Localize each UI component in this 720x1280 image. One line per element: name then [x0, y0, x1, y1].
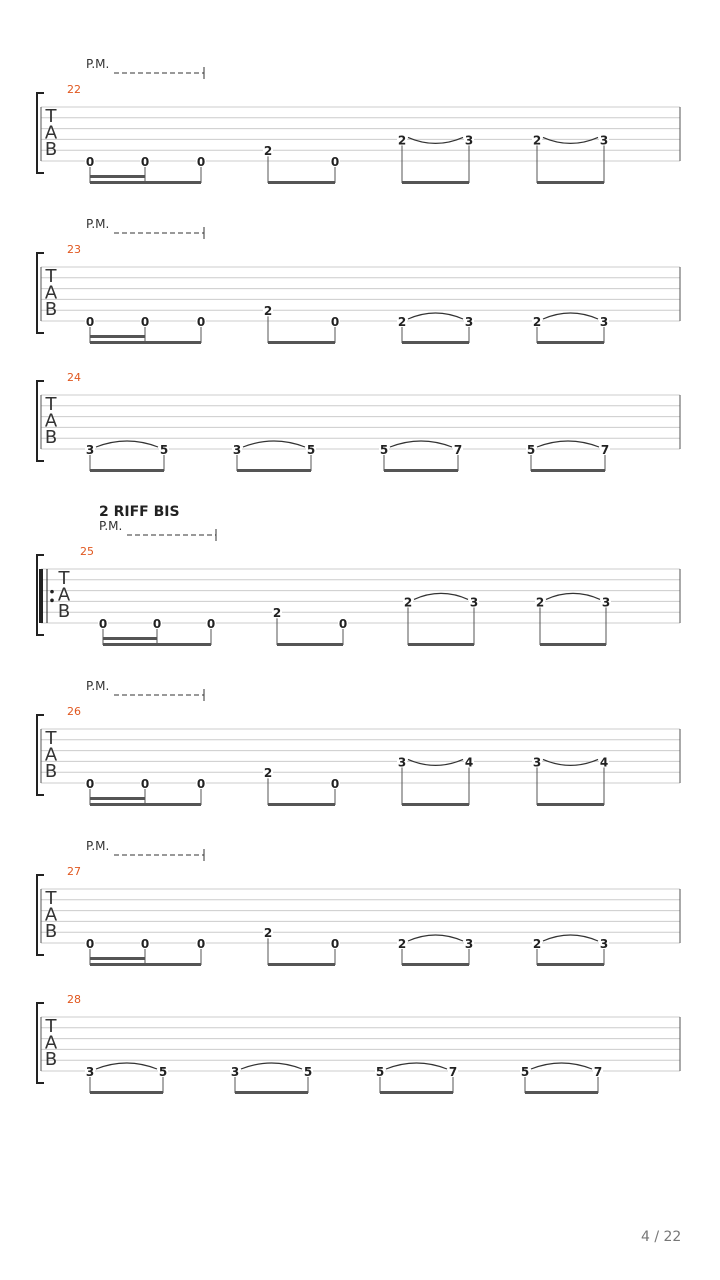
fret-number: 5 — [306, 443, 316, 457]
beam — [90, 469, 164, 472]
beam — [537, 181, 604, 184]
tab-clef-letter: T — [58, 568, 70, 589]
fret-number: 2 — [263, 144, 273, 159]
fret-number: 2 — [263, 926, 273, 941]
slur — [96, 1063, 157, 1069]
fret-number: 0 — [152, 617, 162, 631]
fret-number: 0 — [98, 617, 108, 631]
fret-number: 5 — [526, 443, 536, 457]
measure-number: 28 — [67, 993, 81, 1006]
fret-number: 3 — [464, 937, 474, 951]
slur — [408, 759, 463, 765]
beam — [531, 469, 605, 472]
slur — [408, 935, 463, 941]
tab-clef-letter: T — [45, 728, 57, 749]
beam-secondary — [90, 335, 145, 338]
beam — [268, 803, 335, 806]
fret-number: 5 — [520, 1065, 530, 1079]
beam — [402, 803, 469, 806]
fret-number: 0 — [85, 937, 95, 951]
fret-number: 0 — [330, 777, 340, 791]
fret-number: 0 — [196, 315, 206, 329]
fret-number: 3 — [469, 595, 479, 610]
tab-clef-letter: A — [44, 744, 58, 766]
fret-number: 3 — [464, 133, 474, 148]
fret-number: 0 — [196, 777, 206, 791]
fret-number: 0 — [330, 155, 340, 169]
tab-clef-letter: B — [44, 139, 58, 160]
fret-number: 5 — [379, 443, 389, 457]
slur — [243, 441, 305, 447]
fret-number: 3 — [599, 315, 609, 329]
tab-clef-letter: B — [57, 601, 71, 622]
fret-number: 5 — [303, 1065, 313, 1079]
fret-number: 2 — [397, 315, 407, 329]
fret-number: 5 — [158, 1065, 168, 1079]
page-number: 4 / 22 — [641, 1229, 682, 1245]
fret-number: 3 — [464, 315, 474, 329]
palm-mute-label: P.M. — [86, 57, 110, 71]
fret-number: 3 — [397, 755, 407, 770]
beam — [402, 181, 469, 184]
slur — [546, 593, 600, 599]
fret-number: 0 — [206, 617, 216, 631]
beam-secondary — [103, 637, 157, 640]
slur — [386, 1063, 447, 1069]
tab-clef-letter: A — [44, 1032, 58, 1054]
slur — [408, 313, 463, 319]
beam — [268, 963, 335, 966]
slur — [543, 313, 598, 319]
slur — [543, 935, 598, 941]
beam — [402, 341, 469, 344]
fret-number: 0 — [140, 777, 150, 791]
fret-number: 0 — [140, 155, 150, 169]
beam-secondary — [90, 797, 145, 800]
beam — [540, 643, 606, 646]
fret-number: 2 — [403, 595, 413, 610]
beam — [525, 1091, 598, 1094]
beam — [408, 643, 474, 646]
fret-number: 4 — [599, 755, 609, 770]
fret-number: 4 — [464, 755, 474, 770]
slur — [96, 441, 158, 447]
fret-number: 2 — [397, 937, 407, 951]
beam — [402, 963, 469, 966]
fret-number: 5 — [375, 1065, 385, 1079]
slur — [241, 1063, 302, 1069]
tab-clef-letter: T — [45, 106, 57, 127]
fret-number: 2 — [272, 606, 282, 621]
measure-number: 26 — [67, 705, 81, 718]
fret-number: 7 — [593, 1065, 603, 1079]
repeat-thick-bar — [39, 569, 43, 623]
fret-number: 2 — [532, 315, 542, 329]
tab-clef-letter: A — [57, 584, 71, 606]
fret-number: 0 — [140, 315, 150, 329]
fret-number: 0 — [330, 315, 340, 329]
tab-clef-letter: T — [45, 1016, 57, 1037]
slur — [390, 441, 452, 447]
fret-number: 3 — [85, 1065, 95, 1079]
fret-number: 0 — [330, 937, 340, 951]
tab-clef-letter: A — [44, 282, 58, 304]
slur — [543, 137, 598, 143]
beam — [268, 181, 335, 184]
tab-clef-letter: B — [44, 761, 58, 782]
fret-number: 7 — [448, 1065, 458, 1079]
fret-number: 2 — [535, 595, 545, 610]
beam — [277, 643, 343, 646]
fret-number: 3 — [232, 443, 242, 457]
fret-number: 3 — [532, 755, 542, 770]
beam — [537, 803, 604, 806]
fret-number: 0 — [196, 937, 206, 951]
slur — [408, 137, 463, 143]
tab-clef-letter: B — [44, 1049, 58, 1070]
palm-mute-label: P.M. — [86, 217, 110, 231]
measure-number: 27 — [67, 865, 81, 878]
beam — [537, 341, 604, 344]
beam — [384, 469, 458, 472]
tab-clef-letter: T — [45, 888, 57, 909]
fret-number: 3 — [599, 937, 609, 951]
tab-clef-letter: A — [44, 904, 58, 926]
fret-number: 3 — [599, 133, 609, 148]
beam — [537, 963, 604, 966]
repeat-dot — [50, 599, 54, 603]
tab-clef-letter: T — [45, 394, 57, 415]
measure-number: 23 — [67, 243, 81, 256]
beam — [235, 1091, 308, 1094]
slur — [414, 593, 468, 599]
palm-mute-label: P.M. — [86, 679, 110, 693]
fret-number: 0 — [338, 617, 348, 631]
fret-number: 0 — [85, 315, 95, 329]
measure-number: 22 — [67, 83, 81, 96]
slur — [543, 759, 598, 765]
beam — [380, 1091, 453, 1094]
fret-number: 2 — [263, 304, 273, 319]
fret-number: 0 — [196, 155, 206, 169]
fret-number: 3 — [85, 443, 95, 457]
tab-clef-letter: B — [44, 299, 58, 320]
fret-number: 3 — [601, 595, 611, 610]
beam — [237, 469, 311, 472]
tab-clef-letter: B — [44, 921, 58, 942]
fret-number: 0 — [85, 155, 95, 169]
fret-number: 0 — [85, 777, 95, 791]
tab-clef-letter: T — [45, 266, 57, 287]
slur — [537, 441, 599, 447]
measure-number: 25 — [80, 545, 94, 558]
fret-number: 7 — [600, 443, 610, 457]
slur — [531, 1063, 592, 1069]
repeat-dot — [50, 590, 54, 594]
palm-mute-label: P.M. — [86, 839, 110, 853]
beam-secondary — [90, 957, 145, 960]
measure-number: 24 — [67, 371, 81, 384]
fret-number: 2 — [532, 133, 542, 148]
beam-secondary — [90, 175, 145, 178]
palm-mute-label: P.M. — [99, 519, 123, 533]
fret-number: 2 — [263, 766, 273, 781]
fret-number: 3 — [230, 1065, 240, 1079]
tab-clef-letter: B — [44, 427, 58, 448]
section-label: 2 RIFF BIS — [99, 504, 180, 520]
tab-clef-letter: A — [44, 410, 58, 432]
fret-number: 2 — [397, 133, 407, 148]
fret-number: 2 — [532, 937, 542, 951]
fret-number: 5 — [159, 443, 169, 457]
beam — [90, 1091, 163, 1094]
beam — [268, 341, 335, 344]
fret-number: 7 — [453, 443, 463, 457]
fret-number: 0 — [140, 937, 150, 951]
tab-clef-letter: A — [44, 122, 58, 144]
